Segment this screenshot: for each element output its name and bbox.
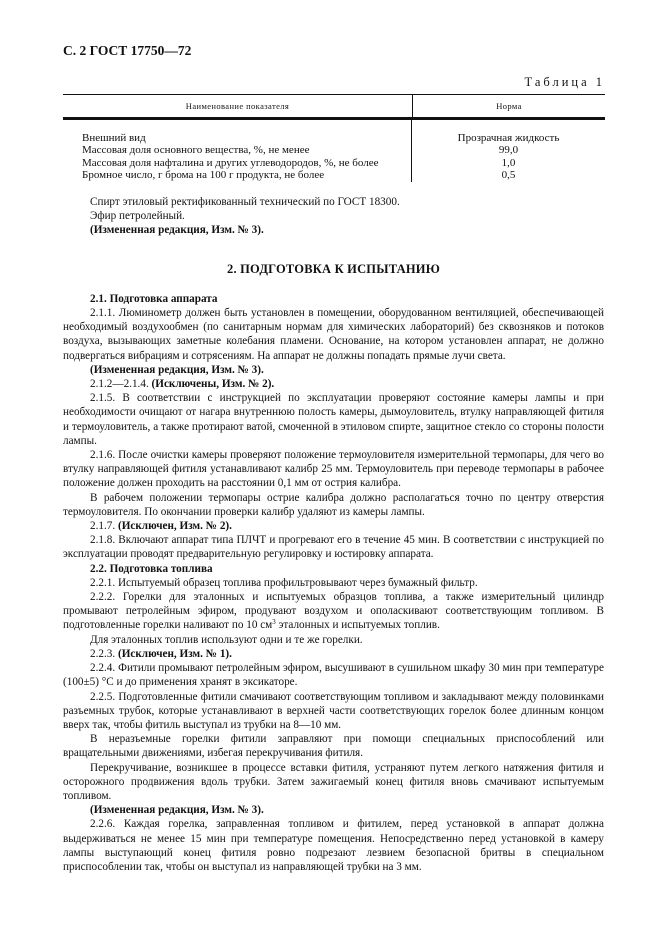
- section-title: 2. ПОДГОТОВКА К ИСПЫТАНИЮ: [227, 261, 440, 276]
- paragraph-2-2-5: 2.2.5. Подготовленные фитили смачивают соответствующим топливом и закладывают между половинками разъемных трубок, которые устанавливают в верхней части соответствующих горелок более длинным концом вверх так, чтобы фитиль выступал из трубки на 8—10 мм.: [63, 690, 604, 731]
- superscript: 3: [272, 618, 276, 627]
- column-header-norm: Норма: [496, 101, 522, 111]
- paragraph-2-1-6-cont: В рабочем положении термопары острие калибра должно располагаться точно по центру отверстия термоуловителя. По окончании проверки калибр удаляют из камеры лампы.: [63, 491, 604, 518]
- paragraph-2-2-2-cont: Для эталонных топлив используют одни и те же горелки.: [90, 633, 363, 646]
- column-header-name: Наименование показателя: [63, 95, 413, 117]
- table-row-norm: Прозрачная жидкость: [457, 131, 560, 144]
- running-head: С. 2 ГОСТ 17750—72: [63, 43, 192, 58]
- table-row-name: Бромное число, г брома на 100 г продукта, не более: [82, 169, 325, 182]
- amendment-note: (Измененная редакция, Изм. № 3).: [90, 804, 264, 817]
- paragraph-2-2-3: [63, 647, 604, 661]
- subsection-heading: 2.2. Подготовка топлива: [90, 562, 213, 575]
- excluded-note: (Исключен, Изм. № 1).: [117, 647, 232, 660]
- clause-number: 2.2.3.: [90, 647, 116, 660]
- amendment-note: (Измененная редакция, Изм. № 3).: [90, 363, 264, 376]
- clause-number: 2.1.2—2.1.4.: [90, 378, 149, 391]
- table-row-name: Внешний вид: [82, 131, 146, 144]
- paragraph-2-1-8: 2.1.8. Включают аппарат типа ПЛЧТ и прогревают его в течение 45 мин. В соответствии с инструкцией по эксплуатации проводят предварительную регулировку и юстировку аппарата.: [63, 534, 604, 561]
- paragraph-2-2-4: 2.2.4. Фитили промывают петролейным эфиром, высушивают в сушильном шкафу 30 мин при температуре (100±5) °С и до применения хранят в эксикаторе.: [63, 662, 604, 689]
- paragraph-2-2-2: [63, 590, 604, 633]
- paragraph-2-1-2: [63, 377, 604, 391]
- excluded-note: (Исключен, Изм. № 2).: [117, 520, 232, 533]
- paragraph-2-2-5-cont2: Перекручивание, возникшее в процессе вставки фитиля, устраняют путем легкого натяжения фитиля и осторожного продвижения вдоль трубки. Затем зажигаемый конец фитиля вновь смачивают испытуемым топливом.: [63, 761, 604, 802]
- paragraph-2-1-1: 2.1.1. Люминометр должен быть установлен в помещении, оборудованном вентиляцией, обеспечивающей необходимый воздухообмен (по санитарным нормам для химических лабораторий) без сквозняков и потоков воздуха, вызывающих заметные колебания пламени. Основание, на котором установлен аппарат, не должно подвергаться вибрациям и сотрясениям. На аппарат не должны попадать прямые лучи света.: [63, 307, 604, 362]
- paragraph-text: 2.2.2. Горелки для эталонных и испытуемых образцов топлива, а также измерительный цилиндр промывают петролейным эфиром, продувают воздухом и ополаскивают соответствующим топливом. В подготовленные горелки наливают по 10 см: [63, 591, 604, 632]
- table-caption: Таблица 1: [524, 75, 605, 89]
- table-row-norm: 99,0: [498, 144, 519, 157]
- table-body: [63, 120, 605, 182]
- paragraph-2-1-7: [63, 519, 604, 533]
- document-body: [63, 195, 604, 874]
- paragraph-2-1-6: 2.1.6. После очистки камеры проверяют положение термоуловителя измерительной термопары, для чего во втулку направляющей фитиля устанавливают калибр 25 мм. Термоуловитель при переводе термопары в рабочее положение должен проходить на расстоянии 0,1 мм от острия калибра.: [63, 449, 604, 490]
- table-row-name: Массовая доля основного вещества, %, не менее: [82, 144, 310, 157]
- table-row-norm: 0,5: [501, 169, 516, 182]
- paragraph-2-2-1: 2.2.1. Испытуемый образец топлива профильтровывают через бумажный фильтр.: [90, 576, 478, 589]
- excluded-note: (Исключены, Изм. № 2).: [151, 378, 275, 391]
- paragraph-text: эталонных и испытуемых топлив.: [275, 619, 440, 632]
- table-column-norms: [412, 120, 605, 182]
- paragraph-2-2-6: 2.2.6. Каждая горелка, заправленная топливом и фитилем, перед установкой в аппарат должна выдерживаться не менее 15 мин при температуре помещения. Непосредственно перед установкой в камеру лампы выступающий конец фитиля ровно подрезают лезвием безопасной бритвы в специальном приспособлении так, чтобы он выступал из направляющей трубки на 3 мм.: [63, 818, 604, 873]
- reagent-spirit: Спирт этиловый ректификованный технический по ГОСТ 18300.: [90, 196, 400, 208]
- amendment-note: (Измененная редакция, Изм. № 3).: [90, 224, 264, 237]
- table-row-name: Массовая доля нафталина и других углеводородов, %, не более: [82, 156, 379, 169]
- table-row-norm: 1,0: [501, 156, 516, 169]
- paragraph-2-2-5-cont: В неразъемные горелки фитили заправляют при помощи специальных приспособлений или вращательными движениями, избегая перекручивания фитиля.: [63, 733, 604, 760]
- clause-number: 2.1.7.: [90, 520, 116, 533]
- reagent-ether: Эфир петролейный.: [90, 210, 185, 223]
- table-header: [63, 95, 605, 117]
- subsection-heading: 2.1. Подготовка аппарата: [90, 292, 218, 305]
- paragraph-2-1-5: 2.1.5. В соответствии с инструкцией по эксплуатации проверяют состояние камеры лампы и при необходимости очищают от нагара внутреннюю полость камеры, дымоуловитель, втулку направляющей фитиля и термоуловитель, а также протирают ватой, смоченной в этиловом спирте, защитное стекло со стороны полости лампы.: [63, 392, 604, 447]
- specification-table: [63, 94, 605, 182]
- table-column-names: [63, 120, 412, 182]
